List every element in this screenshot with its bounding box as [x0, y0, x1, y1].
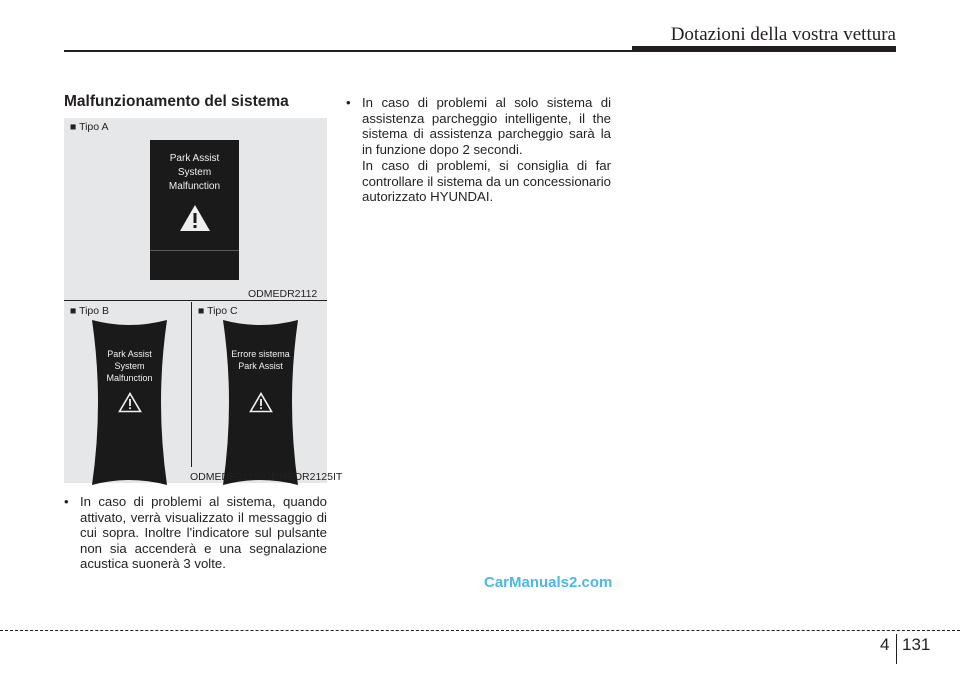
chapter-number: 4 [880, 635, 890, 654]
figure-c-line-2: Park Assist [238, 361, 283, 371]
figure-a-label: ■ Tipo A [70, 121, 109, 133]
dealer-recommendation-paragraph: In caso di problemi, si consiglia di far controllare il sistema da un concessionario autorizzato HYUNDAI. [362, 158, 611, 205]
figure-divider-vertical [191, 302, 192, 467]
figure-b-cluster [87, 320, 172, 485]
figure-c-line-1: Errore sistema [231, 349, 290, 359]
header-rule-thick [632, 46, 896, 52]
header-title: Dotazioni della vostra vettura [670, 24, 896, 45]
figure-c-label: ■ Tipo C [198, 305, 238, 317]
bullet-dot: • [64, 494, 69, 509]
figure-b-line-3: Malfunction [106, 373, 153, 383]
bullet-dot: • [346, 95, 351, 110]
figure-b-line-2: System [114, 361, 145, 371]
footer-dashed-rule [0, 630, 960, 631]
bullet-smart-parking-problem [346, 95, 611, 157]
warning-triangle-icon [249, 392, 273, 413]
figure-b-label: ■ Tipo B [70, 305, 110, 317]
figure-a-line-3: Malfunction [168, 181, 221, 192]
figure-a-display-text [150, 152, 239, 194]
bullet-text: In caso di problemi al solo sistema di assistenza parcheggio intelligente, il the sistema di assistenza parcheggio sarà la in funzione dopo 2 secondi. [362, 95, 611, 157]
bullet-text: In caso di problemi al sistema, quando attivato, verrà visualizzato il messaggio di cui sopra. Inoltre l'indicatore sul pulsante non sia accenderà e una segnalazione acustica suonerà 3 volte. [80, 494, 327, 572]
figure-b-display-text [87, 348, 172, 384]
figure-a-line-1: Park Assist [169, 153, 220, 164]
figure-a-line-2: System [177, 167, 212, 178]
figure-c-display-text [218, 348, 303, 372]
page-number-separator [896, 634, 897, 664]
warning-triangle-icon [118, 392, 142, 413]
figure-a-display-divider [150, 250, 239, 251]
watermark-link[interactable]: CarManuals2.com [484, 574, 613, 591]
figure-c-cluster [218, 320, 303, 485]
section-title: Malfunzionamento del sistema [64, 93, 289, 110]
header-rule-thin [64, 50, 632, 52]
figure-bc-code: ODMEDR2125/ODMEDR2125IT [190, 471, 343, 483]
figure-a-code: ODMEDR2112 [248, 288, 318, 300]
figure-b-line-1: Park Assist [107, 349, 152, 359]
figure-a-display [150, 140, 239, 280]
bullet-system-malfunction [64, 494, 327, 572]
warning-triangle-icon [178, 203, 212, 233]
page-number: 131 [902, 635, 931, 654]
figure-divider-horizontal [64, 300, 327, 301]
